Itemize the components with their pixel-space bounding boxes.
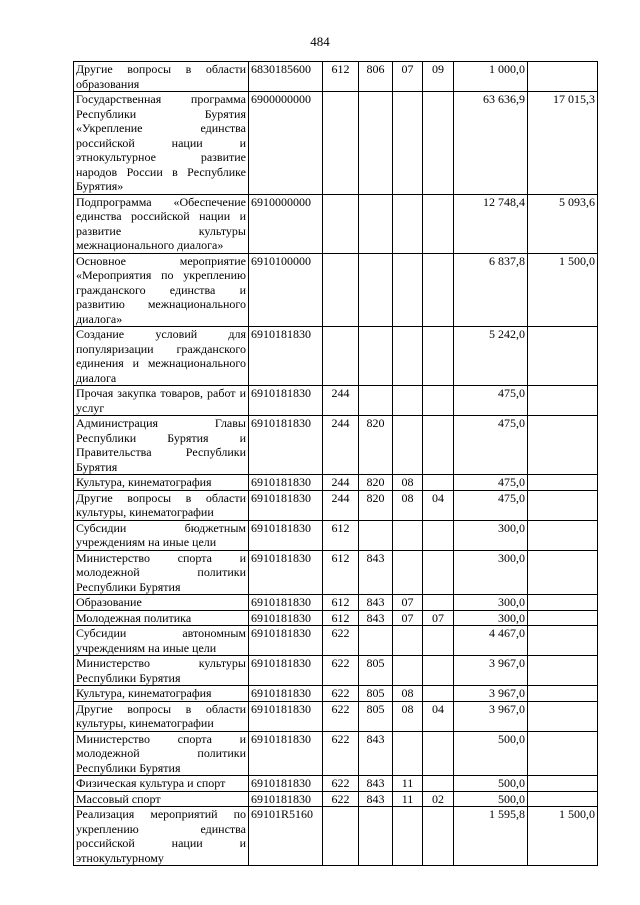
ministry-code-cell (359, 194, 393, 253)
target-code-cell: 6910181830 (249, 731, 323, 776)
amount-cell: 475,0 (454, 386, 528, 416)
table-row (74, 610, 598, 626)
table-row (74, 701, 598, 731)
table-row (74, 731, 598, 776)
federal-amount-cell (528, 626, 598, 656)
section-cell (393, 550, 423, 595)
row-name-cell: Государственная программа Республики Бурятия «Укрепление единства российской нации и этнокультурное развитие народов России в Республике Бурятия» (74, 92, 249, 195)
table-row (74, 656, 598, 686)
amount-cell: 300,0 (454, 520, 528, 550)
federal-amount-cell (528, 490, 598, 520)
federal-amount-cell (528, 656, 598, 686)
subsection-cell (423, 327, 454, 386)
target-code-cell: 6910181830 (249, 520, 323, 550)
subsection-cell: 02 (423, 791, 454, 807)
amount-cell: 63 636,9 (454, 92, 528, 195)
section-cell (393, 194, 423, 253)
row-name-cell: Культура, кинематография (74, 686, 249, 702)
ministry-code-cell: 820 (359, 475, 393, 491)
section-cell: 07 (393, 610, 423, 626)
subsection-cell (423, 550, 454, 595)
amount-cell: 3 967,0 (454, 656, 528, 686)
federal-amount-cell (528, 62, 598, 92)
target-code-cell: 6910181830 (249, 656, 323, 686)
federal-amount-cell (528, 686, 598, 702)
section-cell: 08 (393, 490, 423, 520)
table-row (74, 386, 598, 416)
section-cell (393, 92, 423, 195)
table-row (74, 807, 598, 866)
ministry-code-cell: 805 (359, 656, 393, 686)
section-cell: 08 (393, 686, 423, 702)
row-name-cell: Основное мероприятие «Мероприятия по укреплению гражданского единства и развитию межнационального диалога» (74, 253, 249, 327)
section-cell (393, 656, 423, 686)
federal-amount-cell (528, 327, 598, 386)
target-code-cell: 69101R5160 (249, 807, 323, 866)
row-name-cell: Создание условий для популяризации гражданского единения и межнационального диалога (74, 327, 249, 386)
section-cell: 08 (393, 475, 423, 491)
amount-cell: 300,0 (454, 610, 528, 626)
expense-type-cell: 244 (323, 386, 359, 416)
target-code-cell: 6910181830 (249, 776, 323, 792)
ministry-code-cell: 820 (359, 490, 393, 520)
amount-cell: 500,0 (454, 731, 528, 776)
row-name-cell: Субсидии бюджетным учреждениям на иные цели (74, 520, 249, 550)
expense-type-cell: 622 (323, 731, 359, 776)
subsection-cell: 04 (423, 490, 454, 520)
expense-type-cell: 612 (323, 62, 359, 92)
target-code-cell: 6910181830 (249, 550, 323, 595)
ministry-code-cell: 843 (359, 731, 393, 776)
target-code-cell: 6910181830 (249, 416, 323, 475)
federal-amount-cell (528, 701, 598, 731)
subsection-cell (423, 595, 454, 611)
amount-cell: 4 467,0 (454, 626, 528, 656)
amount-cell: 3 967,0 (454, 686, 528, 702)
row-name-cell: Другие вопросы в области культуры, кинематографии (74, 490, 249, 520)
section-cell: 08 (393, 701, 423, 731)
amount-cell: 500,0 (454, 776, 528, 792)
ministry-code-cell: 843 (359, 595, 393, 611)
federal-amount-cell: 17 015,3 (528, 92, 598, 195)
table-row (74, 626, 598, 656)
table-row (74, 253, 598, 327)
table-row (74, 490, 598, 520)
ministry-code-cell: 805 (359, 701, 393, 731)
ministry-code-cell: 806 (359, 62, 393, 92)
ministry-code-cell (359, 92, 393, 195)
row-name-cell: Подпрограмма «Обеспечение единства российской нации и развитие культуры межнационального диалога» (74, 194, 249, 253)
amount-cell: 1 000,0 (454, 62, 528, 92)
row-name-cell: Другие вопросы в области культуры, кинематографии (74, 701, 249, 731)
target-code-cell: 6910181830 (249, 626, 323, 656)
ministry-code-cell: 805 (359, 686, 393, 702)
amount-cell: 1 595,8 (454, 807, 528, 866)
row-name-cell: Субсидии автономным учреждениям на иные цели (74, 626, 249, 656)
expense-type-cell: 612 (323, 520, 359, 550)
row-name-cell: Массовый спорт (74, 791, 249, 807)
table-row (74, 416, 598, 475)
ministry-code-cell (359, 807, 393, 866)
target-code-cell: 6910181830 (249, 610, 323, 626)
section-cell: 07 (393, 595, 423, 611)
amount-cell: 500,0 (454, 791, 528, 807)
row-name-cell: Прочая закупка товаров, работ и услуг (74, 386, 249, 416)
expense-type-cell (323, 253, 359, 327)
expense-type-cell: 622 (323, 656, 359, 686)
table-row (74, 62, 598, 92)
federal-amount-cell (528, 791, 598, 807)
section-cell (393, 520, 423, 550)
target-code-cell: 6910181830 (249, 791, 323, 807)
expense-type-cell: 244 (323, 475, 359, 491)
table-row (74, 475, 598, 491)
ministry-code-cell: 820 (359, 416, 393, 475)
expense-type-cell: 622 (323, 686, 359, 702)
table-row (74, 791, 598, 807)
expense-type-cell (323, 807, 359, 866)
ministry-code-cell (359, 386, 393, 416)
expense-type-cell: 622 (323, 791, 359, 807)
federal-amount-cell (528, 416, 598, 475)
subsection-cell (423, 520, 454, 550)
target-code-cell: 6830185600 (249, 62, 323, 92)
federal-amount-cell (528, 520, 598, 550)
target-code-cell: 6910181830 (249, 475, 323, 491)
row-name-cell: Культура, кинематография (74, 475, 249, 491)
federal-amount-cell (528, 610, 598, 626)
section-cell: 11 (393, 776, 423, 792)
amount-cell: 475,0 (454, 416, 528, 475)
subsection-cell (423, 253, 454, 327)
target-code-cell: 6910100000 (249, 253, 323, 327)
row-name-cell: Молодежная политика (74, 610, 249, 626)
expense-type-cell: 622 (323, 701, 359, 731)
subsection-cell (423, 626, 454, 656)
target-code-cell: 6910181830 (249, 595, 323, 611)
target-code-cell: 6910181830 (249, 686, 323, 702)
page-number: 484 (310, 34, 330, 49)
subsection-cell (423, 475, 454, 491)
row-name-cell: Министерство спорта и молодежной политики Республики Бурятия (74, 550, 249, 595)
subsection-cell (423, 386, 454, 416)
expense-type-cell: 622 (323, 776, 359, 792)
subsection-cell: 07 (423, 610, 454, 626)
table-row (74, 194, 598, 253)
section-cell (393, 626, 423, 656)
section-cell (393, 386, 423, 416)
ministry-code-cell (359, 253, 393, 327)
subsection-cell: 04 (423, 701, 454, 731)
row-name-cell: Министерство спорта и молодежной политики Республики Бурятия (74, 731, 249, 776)
section-cell (393, 253, 423, 327)
federal-amount-cell: 1 500,0 (528, 807, 598, 866)
table-row (74, 327, 598, 386)
row-name-cell: Другие вопросы в области образования (74, 62, 249, 92)
expense-type-cell: 244 (323, 416, 359, 475)
amount-cell: 3 967,0 (454, 701, 528, 731)
ministry-code-cell (359, 327, 393, 386)
subsection-cell: 09 (423, 62, 454, 92)
target-code-cell: 6910181830 (249, 386, 323, 416)
expense-type-cell: 612 (323, 610, 359, 626)
target-code-cell: 6910000000 (249, 194, 323, 253)
amount-cell: 6 837,8 (454, 253, 528, 327)
row-name-cell: Министерство культуры Республики Бурятия (74, 656, 249, 686)
target-code-cell: 6900000000 (249, 92, 323, 195)
amount-cell: 475,0 (454, 490, 528, 520)
section-cell: 11 (393, 791, 423, 807)
table-row (74, 92, 598, 195)
subsection-cell (423, 807, 454, 866)
subsection-cell (423, 194, 454, 253)
table-row (74, 686, 598, 702)
ministry-code-cell: 843 (359, 550, 393, 595)
subsection-cell (423, 416, 454, 475)
ministry-code-cell: 843 (359, 610, 393, 626)
table-row (74, 776, 598, 792)
budget-table (73, 61, 598, 866)
subsection-cell (423, 656, 454, 686)
expense-type-cell (323, 92, 359, 195)
federal-amount-cell (528, 475, 598, 491)
ministry-code-cell: 843 (359, 791, 393, 807)
amount-cell: 475,0 (454, 475, 528, 491)
expense-type-cell: 622 (323, 626, 359, 656)
federal-amount-cell (528, 550, 598, 595)
ministry-code-cell (359, 520, 393, 550)
section-cell (393, 731, 423, 776)
federal-amount-cell (528, 776, 598, 792)
row-name-cell: Реализация мероприятий по укреплению единства российской нации и этнокультурному (74, 807, 249, 866)
subsection-cell (423, 686, 454, 702)
amount-cell: 300,0 (454, 595, 528, 611)
ministry-code-cell (359, 626, 393, 656)
amount-cell: 12 748,4 (454, 194, 528, 253)
federal-amount-cell (528, 595, 598, 611)
row-name-cell: Образование (74, 595, 249, 611)
target-code-cell: 6910181830 (249, 327, 323, 386)
target-code-cell: 6910181830 (249, 701, 323, 731)
section-cell: 07 (393, 62, 423, 92)
expense-type-cell: 244 (323, 490, 359, 520)
table-body (74, 62, 598, 866)
federal-amount-cell: 1 500,0 (528, 253, 598, 327)
federal-amount-cell (528, 386, 598, 416)
table-row (74, 550, 598, 595)
row-name-cell: Физическая культура и спорт (74, 776, 249, 792)
table-row (74, 520, 598, 550)
section-cell (393, 807, 423, 866)
federal-amount-cell (528, 731, 598, 776)
expense-type-cell (323, 327, 359, 386)
section-cell (393, 416, 423, 475)
expense-type-cell (323, 194, 359, 253)
expense-type-cell: 612 (323, 550, 359, 595)
subsection-cell (423, 731, 454, 776)
subsection-cell (423, 776, 454, 792)
ministry-code-cell: 843 (359, 776, 393, 792)
table-row (74, 595, 598, 611)
row-name-cell: Администрация Главы Республики Бурятия и Правительства Республики Бурятия (74, 416, 249, 475)
amount-cell: 300,0 (454, 550, 528, 595)
expense-type-cell: 612 (323, 595, 359, 611)
target-code-cell: 6910181830 (249, 490, 323, 520)
subsection-cell (423, 92, 454, 195)
section-cell (393, 327, 423, 386)
amount-cell: 5 242,0 (454, 327, 528, 386)
federal-amount-cell: 5 093,6 (528, 194, 598, 253)
